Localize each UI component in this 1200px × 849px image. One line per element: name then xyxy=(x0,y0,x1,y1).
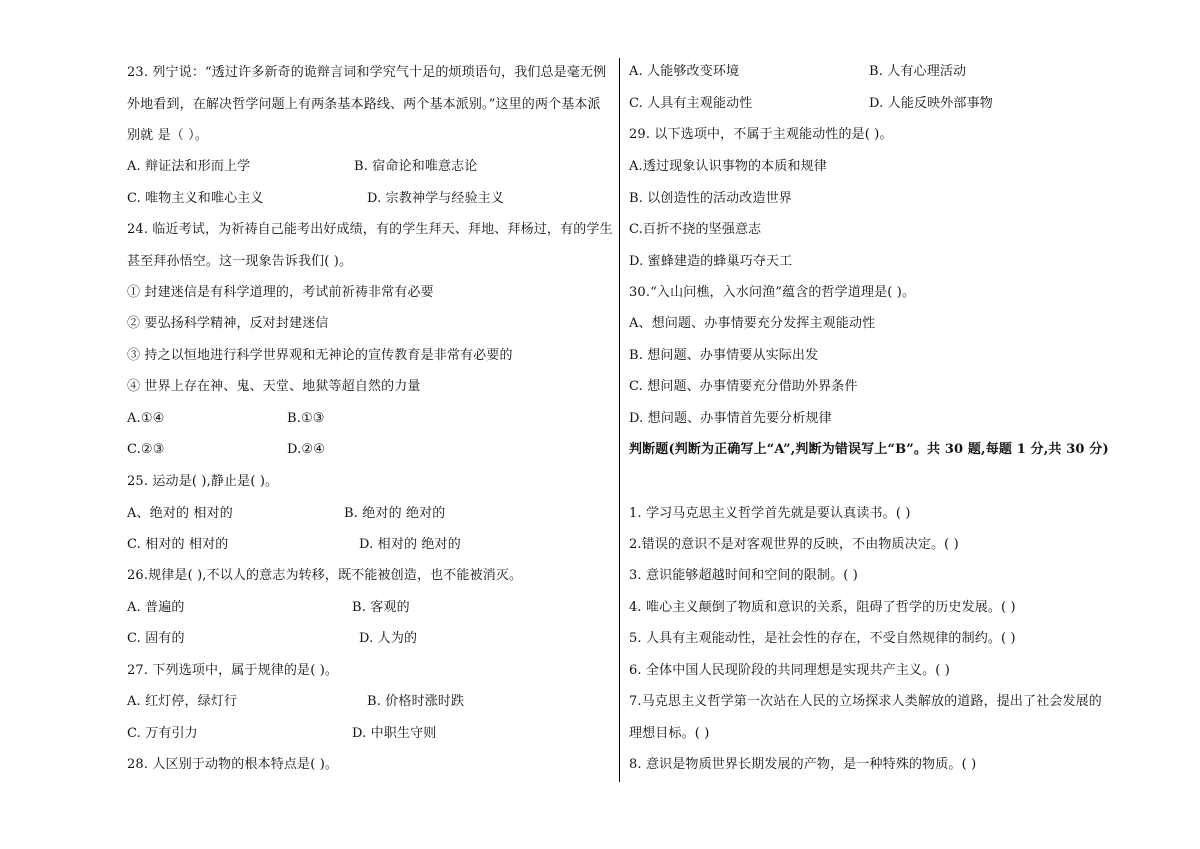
q24-option-b: B.①③ xyxy=(287,411,325,426)
q23-option-c: C. 唯物主义和唯心主义 xyxy=(127,191,264,206)
q23-option-b: B. 宿命论和唯意志论 xyxy=(354,159,478,174)
q24-option-d: D.②④ xyxy=(287,442,326,457)
q28-option-c: C. 人具有主观能动性 xyxy=(629,96,753,111)
q29-option-a: A.透过现象认识事物的本质和规律 xyxy=(629,159,827,174)
q30-option-a: A、想问题、办事情要充分发挥主观能动性 xyxy=(629,316,876,331)
q25-stem: 25. 运动是( ),静止是( )。 xyxy=(127,474,279,489)
q26-option-b: B. 客观的 xyxy=(352,600,410,615)
q24-stem: 24. 临近考试，为祈祷自己能考出好成绩，有的学生拜天、拜地、拜杨过，有的学生甚至拜孙悟空。这一现象告诉我们( )。 xyxy=(127,222,613,269)
q25-option-c: C. 相对的 相对的 xyxy=(127,537,229,552)
q27-option-c: C. 万有引力 xyxy=(127,726,198,741)
q30-option-d: D. 想问题、办事情首先要分析规律 xyxy=(629,411,832,426)
q23-option-a: A. 辩证法和形而上学 xyxy=(127,159,251,174)
tf-question-7: 7.马克思主义哲学第一次站在人民的立场探求人类解放的道路，提出了社会发展的理想目标。( ) xyxy=(629,694,1102,741)
true-false-section-header: 判断题(判断为正确写上“A”,判断为错误写上“B”。共 30 题,每题 1 分,共 30 分) xyxy=(629,442,1109,457)
tf-question-1: 1. 学习马克思主义哲学首先就是要认真读书。( ) xyxy=(629,506,911,521)
q30-option-c: C. 想问题、办事情要充分借助外界条件 xyxy=(629,379,858,394)
q29-stem: 29. 以下选项中，不属于主观能动性的是( )。 xyxy=(629,127,893,142)
q28-stem: 28. 人区别于动物的根本特点是( )。 xyxy=(127,757,339,772)
q27-stem: 27. 下列选项中，属于规律的是( )。 xyxy=(127,663,339,678)
tf-question-8: 8. 意识是物质世界长期发展的产物，是一种特殊的物质。( ) xyxy=(629,757,977,772)
q24-statement-3: ③ 持之以恒地进行科学世界观和无神论的宣传教育是非常有必要的 xyxy=(127,348,513,363)
tf-question-4: 4. 唯心主义颠倒了物质和意识的关系，阻碍了哲学的历史发展。( ) xyxy=(629,600,1016,615)
q24-statement-1: ① 封建迷信是有科学道理的，考试前祈祷非常有必要 xyxy=(127,285,434,300)
tf-question-5: 5. 人具有主观能动性，是社会性的存在，不受自然规律的制约。( ) xyxy=(629,631,1016,646)
q27-option-d: D. 中职生守则 xyxy=(352,726,437,741)
q28-option-d: D. 人能反映外部事物 xyxy=(869,96,993,111)
q23-option-d: D. 宗教神学与经验主义 xyxy=(367,191,505,206)
q26-option-c: C. 固有的 xyxy=(127,631,185,646)
tf-question-3: 3. 意识能够超越时间和空间的限制。( ) xyxy=(629,568,858,583)
q25-option-a: A、绝对的 相对的 xyxy=(127,506,233,521)
q24-statement-2: ② 要弘扬科学精神，反对封建迷信 xyxy=(127,316,329,331)
q30-option-b: B. 想问题、办事情要从实际出发 xyxy=(629,348,819,363)
q24-statement-4: ④ 世界上存在神、鬼、天堂、地狱等超自然的力量 xyxy=(127,379,421,394)
q30-stem: 30.“入山问樵，入水问渔”蕴含的哲学道理是( )。 xyxy=(629,285,916,300)
tf-question-6: 6. 全体中国人民现阶段的共同理想是实现共产主义。( ) xyxy=(629,663,951,678)
q24-option-c: C.②③ xyxy=(127,442,165,457)
q29-option-b: B. 以创造性的活动改造世界 xyxy=(629,191,792,206)
q25-option-d: D. 相对的 绝对的 xyxy=(359,537,461,552)
q29-option-d: D. 蜜蜂建造的蜂巢巧夺天工 xyxy=(629,254,793,269)
q26-option-a: A. 普遍的 xyxy=(127,600,185,615)
q28-option-b: B. 人有心理活动 xyxy=(869,64,967,79)
q23-stem: 23. 列宁说：“透过许多新奇的诡辩言词和学究气十足的烦琐语句，我们总是毫无例 外地看到，在解决哲学问题上有两条基本路线、两个基本派别。”这里的两个基本派别就 是（ ）。 xyxy=(127,65,607,143)
q26-stem: 26.规律是( ),不以人的意志为转移，既不能被创造，也不能被消灭。 xyxy=(127,568,523,583)
tf-question-2: 2.错误的意识不是对客观世界的反映，不由物质决定。( ) xyxy=(629,537,959,552)
q29-option-c: C.百折不挠的坚强意志 xyxy=(629,222,762,237)
q24-option-a: A.①④ xyxy=(127,411,165,426)
q25-option-b: B. 绝对的 绝对的 xyxy=(344,506,446,521)
q27-option-b: B. 价格时涨时跌 xyxy=(367,694,465,709)
q26-option-d: D. 人为的 xyxy=(359,631,418,646)
q28-option-a: A. 人能够改变环境 xyxy=(629,64,740,79)
column-divider xyxy=(619,58,620,782)
q27-option-a: A. 红灯停，绿灯行 xyxy=(127,694,238,709)
